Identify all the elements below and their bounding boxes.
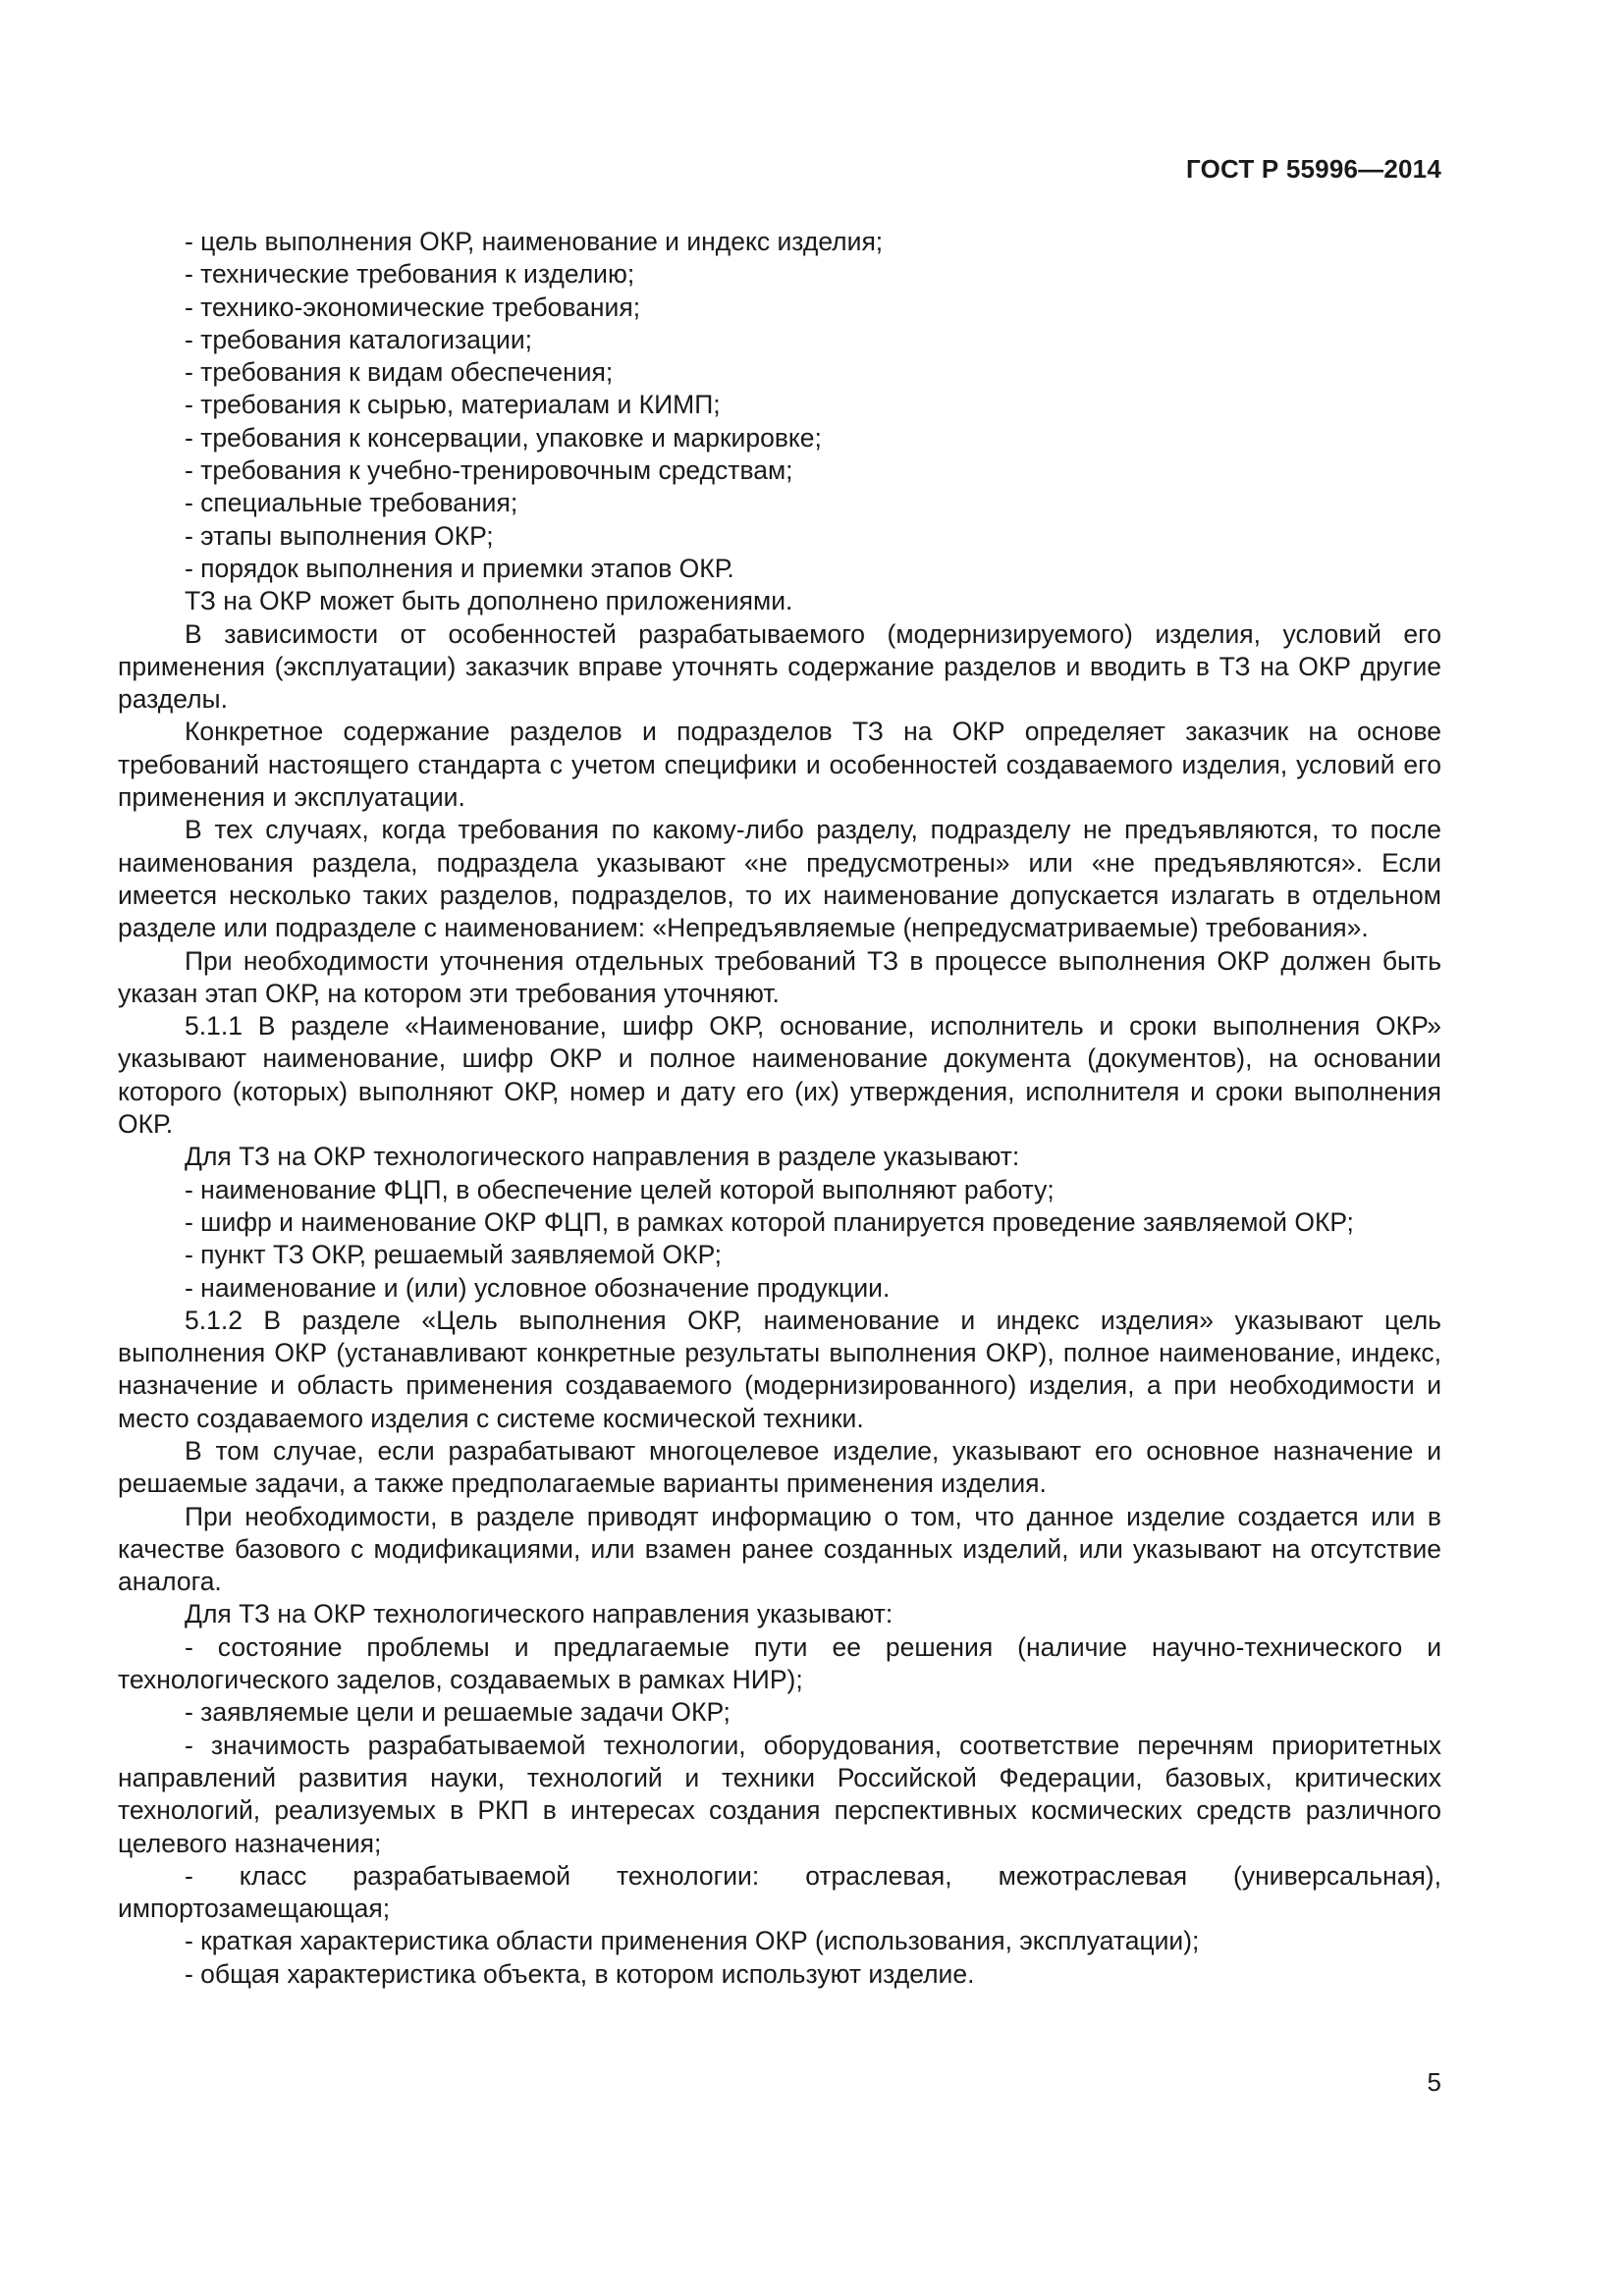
list-item: - значимость разрабатываемой технологии, оборудования, соответствие перечням приоритетных направлений развития науки, технологий и техники Российской Федерации, базовых, критических технологий, реализуемых в РКП в интересах создания перспективных космических средств различного целевого назначения; [118,1730,1441,1858]
list-item: - требования к сырью, материалам и КИМП; [185,390,721,420]
list-item: - технические требования к изделию; [185,259,635,290]
page-number: 5 [1427,2067,1441,2097]
list-item: - шифр и наименование ОКР ФЦП, в рамках которой планируется проведение заявляемой ОКР; [185,1206,1354,1237]
paragraph: При необходимости, в разделе приводят информацию о том, что данное изделие создается или в качестве базового с модификациями, или взамен ранее созданных изделий, или указывают на отсутствие аналога. [118,1501,1441,1597]
document-code-header: ГОСТ Р 55996—2014 [1186,154,1441,184]
list-item: - класс разрабатываемой технологии: отраслевая, межотраслевая (универсальная), импортозамещающая; [118,1860,1441,1924]
list-item: - требования к консервации, упаковке и маркировке; [185,422,822,453]
paragraph: Для ТЗ на ОКР технологического направления указывают: [185,1599,893,1629]
paragraph: В тех случаях, когда требования по какому-либо разделу, подразделу не предъявляются, то после наименования раздела, подраздела указывают «не предусмотрены» или «не предъявляются». Если имеется несколько таких разделов, подразделов, то их наименование допускается излагать в отдельном разделе или подразделе с наименованием: «Непредъявляемые (непредусматриваемые) требования». [118,815,1441,943]
paragraph: При необходимости уточнения отдельных требований ТЗ в процессе выполнения ОКР должен быть указан этап ОКР, на котором эти требования уточняют. [118,945,1441,1008]
list-item: - цель выполнения ОКР, наименование и индекс изделия; [185,227,884,256]
list-item: - наименование и (или) условное обозначение продукции. [185,1272,891,1303]
list-item: - пункт ТЗ ОКР, решаемый заявляемой ОКР; [185,1240,723,1270]
list-item: - специальные требования; [185,488,518,518]
list-item: - наименование ФЦП, в обеспечение целей которой выполняют работу; [185,1174,1055,1204]
list-item: - состояние проблемы и предлагаемые пути ее решения (наличие научно-технического и технологического заделов, создаваемых в рамках НИР); [118,1631,1441,1695]
list-item: - краткая характеристика области применения ОКР (использования, эксплуатации); [185,1926,1200,1956]
list-item: - технико-экономические требования; [185,292,641,322]
list-item: - порядок выполнения и приемки этапов ОКР. [185,553,734,583]
section-paragraph-5-1-2: 5.1.2 В разделе «Цель выполнения ОКР, наименование и индекс изделия» указывают цель выполнения ОКР (устанавливают конкретные результаты выполнения ОКР), полное наименование, индекс, назначение и область применения создаваемого (модернизированного) изделия, а при необходимости и место создаваемого изделия с системе космической техники. [118,1305,1441,1433]
paragraph: В том случае, если разрабатывают многоцелевое изделие, указывают его основное назначение и решаемые задачи, а также предполагаемые варианты применения изделия. [118,1435,1441,1499]
paragraph: В зависимости от особенностей разрабатываемого (модернизируемого) изделия, условий его применения (эксплуатации) заказчик вправе уточнять содержание разделов и вводить в ТЗ на ОКР другие разделы. [118,618,1441,715]
document-body [118,226,1441,1991]
list-item: - требования каталогизации; [185,324,532,354]
paragraph: Для ТЗ на ОКР технологического направления в разделе указывают: [185,1142,1020,1172]
list-item: - требования к учебно-тренировочным средствам; [185,455,793,486]
list-item: - общая характеристика объекта, в котором используют изделие. [185,1958,975,1989]
paragraph: Конкретное содержание разделов и подразделов ТЗ на ОКР определяет заказчик на основе требований настоящего стандарта с учетом специфики и особенностей создаваемого изделия, условий его применения и эксплуатации. [118,717,1441,813]
list-item: - требования к видам обеспечения; [185,357,614,388]
list-item: - этапы выполнения ОКР; [185,520,494,551]
list-item: - заявляемые цели и решаемые задачи ОКР; [185,1697,731,1728]
paragraph: ТЗ на ОКР может быть дополнено приложениями. [185,586,793,616]
section-paragraph-5-1-1: 5.1.1 В разделе «Наименование, шифр ОКР, основание, исполнитель и сроки выполнения ОКР» указывают наименование, шифр ОКР и полное наименование документа (документов), на основании которого (которых) выполняют ОКР, номер и дату его (их) утверждения, исполнителя и сроки выполнения ОКР. [118,1011,1441,1140]
